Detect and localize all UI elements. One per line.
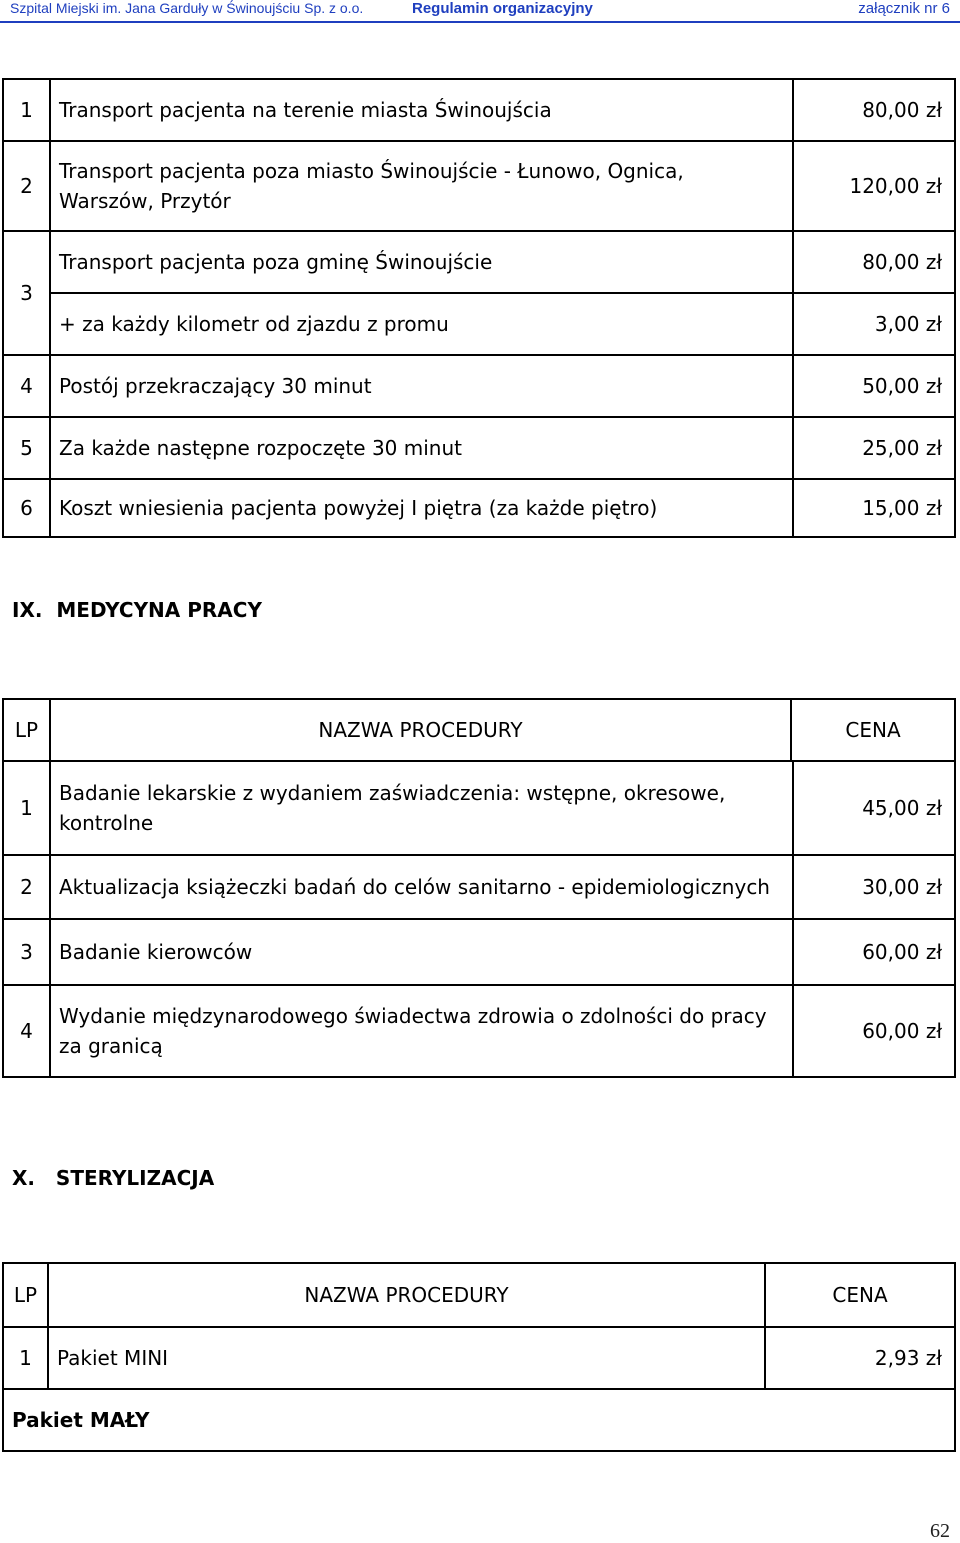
row-lp: 2 bbox=[20, 174, 33, 198]
table-row bbox=[4, 760, 954, 854]
row-procedure-name: Transport pacjenta poza gminę Świnoujście bbox=[59, 250, 493, 274]
row-procedure-name bbox=[51, 762, 792, 854]
table-row bbox=[4, 854, 954, 918]
row-procedure-name-line1: Badanie lekarskie z wydaniem zaświadczenia: wstępne, okresowe, bbox=[59, 781, 726, 805]
row-procedure-name-line1: Transport pacjenta poza miasto Świnoujście - Łunowo, Ognica, bbox=[59, 159, 684, 183]
row-price: 50,00 zł bbox=[862, 374, 942, 398]
row-price: 60,00 zł bbox=[862, 1019, 942, 1043]
table-row-group bbox=[4, 230, 954, 354]
column-header-lp: LP bbox=[14, 718, 39, 742]
section-heading-occupational-medicine bbox=[12, 598, 262, 622]
row-lp: 1 bbox=[19, 1346, 32, 1370]
row-procedure-name-extra-km: + za każdy kilometr od zjazdu z promu bbox=[59, 312, 449, 336]
row-procedure-name bbox=[51, 142, 792, 230]
row-procedure-name-line2: Warszów, Przytór bbox=[59, 189, 231, 213]
header-document-title: Regulamin organizacyjny bbox=[412, 0, 593, 17]
table-row bbox=[4, 140, 954, 230]
row-procedure-name: Postój przekraczający 30 minut bbox=[59, 374, 372, 398]
row-procedure-name bbox=[51, 986, 792, 1076]
page-header bbox=[0, 0, 960, 22]
table-subheading-row bbox=[4, 1388, 954, 1450]
row-lp: 2 bbox=[20, 875, 33, 899]
row-procedure-name-line2: kontrolne bbox=[59, 811, 154, 835]
page-number: 62 bbox=[930, 1520, 950, 1542]
row-procedure-name: Badanie kierowców bbox=[59, 940, 253, 964]
row-price-extra-km: 3,00 zł bbox=[874, 312, 942, 336]
occupational-medicine-table bbox=[2, 698, 956, 1078]
table-row bbox=[4, 984, 954, 1076]
section-title: MEDYCYNA PRACY bbox=[56, 598, 262, 622]
table-header-row bbox=[4, 700, 954, 760]
table-row bbox=[4, 1326, 954, 1388]
row-lp: 1 bbox=[20, 796, 33, 820]
row-price: 25,00 zł bbox=[862, 436, 942, 460]
header-rule bbox=[0, 21, 960, 23]
row-lp: 6 bbox=[20, 496, 33, 520]
section-title: STERYLIZACJA bbox=[55, 1166, 215, 1190]
table-row bbox=[4, 918, 954, 984]
row-price: 80,00 zł bbox=[862, 98, 942, 122]
row-lp: 5 bbox=[20, 436, 33, 460]
row-price: 120,00 zł bbox=[849, 174, 942, 198]
row-lp: 4 bbox=[20, 374, 33, 398]
row-lp: 1 bbox=[20, 98, 33, 122]
row-price: 30,00 zł bbox=[862, 875, 942, 899]
row-lp: 4 bbox=[20, 1019, 33, 1043]
row-price: 60,00 zł bbox=[862, 940, 942, 964]
row-procedure-name: Transport pacjenta na terenie miasta Świnoujścia bbox=[59, 98, 552, 122]
package-subheading: Pakiet MAŁY bbox=[12, 1408, 150, 1432]
header-attachment-number: załącznik nr 6 bbox=[858, 0, 950, 17]
column-header-lp: LP bbox=[13, 1283, 38, 1307]
column-header-procedure: NAZWA PROCEDURY bbox=[304, 1283, 509, 1307]
row-procedure-name: Za każde następne rozpoczęte 30 minut bbox=[59, 436, 462, 460]
row-lp: 3 bbox=[20, 940, 33, 964]
column-header-price: CENA bbox=[845, 718, 901, 742]
transport-price-table bbox=[2, 78, 956, 538]
section-number: X. bbox=[12, 1166, 36, 1190]
row-procedure-name: Pakiet MINI bbox=[57, 1346, 169, 1370]
row-procedure-name-line2: za granicą bbox=[59, 1034, 163, 1058]
table-row bbox=[4, 80, 954, 140]
table-row bbox=[4, 354, 954, 416]
row-procedure-name: Aktualizacja książeczki badań do celów sanitarno - epidemiologicznych bbox=[59, 875, 770, 899]
row-procedure-name-line1: Wydanie międzynarodowego świadectwa zdrowia o zdolności do pracy bbox=[59, 1004, 767, 1028]
row-price: 80,00 zł bbox=[862, 250, 942, 274]
row-procedure-name: Koszt wniesienia pacjenta powyżej I piętra (za każde piętro) bbox=[59, 496, 658, 520]
header-hospital-name: Szpital Miejski im. Jana Garduły w Świnoujściu Sp. z o.o. bbox=[10, 0, 364, 16]
table-header-row bbox=[4, 1264, 954, 1326]
row-lp: 3 bbox=[20, 281, 33, 305]
section-heading-sterilization bbox=[12, 1166, 214, 1190]
sterilization-table bbox=[2, 1262, 956, 1452]
section-number: IX. bbox=[12, 598, 43, 622]
table-row bbox=[4, 416, 954, 478]
column-header-price: CENA bbox=[832, 1283, 888, 1307]
row-price: 2,93 zł bbox=[874, 1346, 942, 1370]
row-price: 15,00 zł bbox=[862, 496, 942, 520]
column-header-procedure: NAZWA PROCEDURY bbox=[318, 718, 523, 742]
row-price: 45,00 zł bbox=[862, 796, 942, 820]
table-row bbox=[4, 478, 954, 536]
